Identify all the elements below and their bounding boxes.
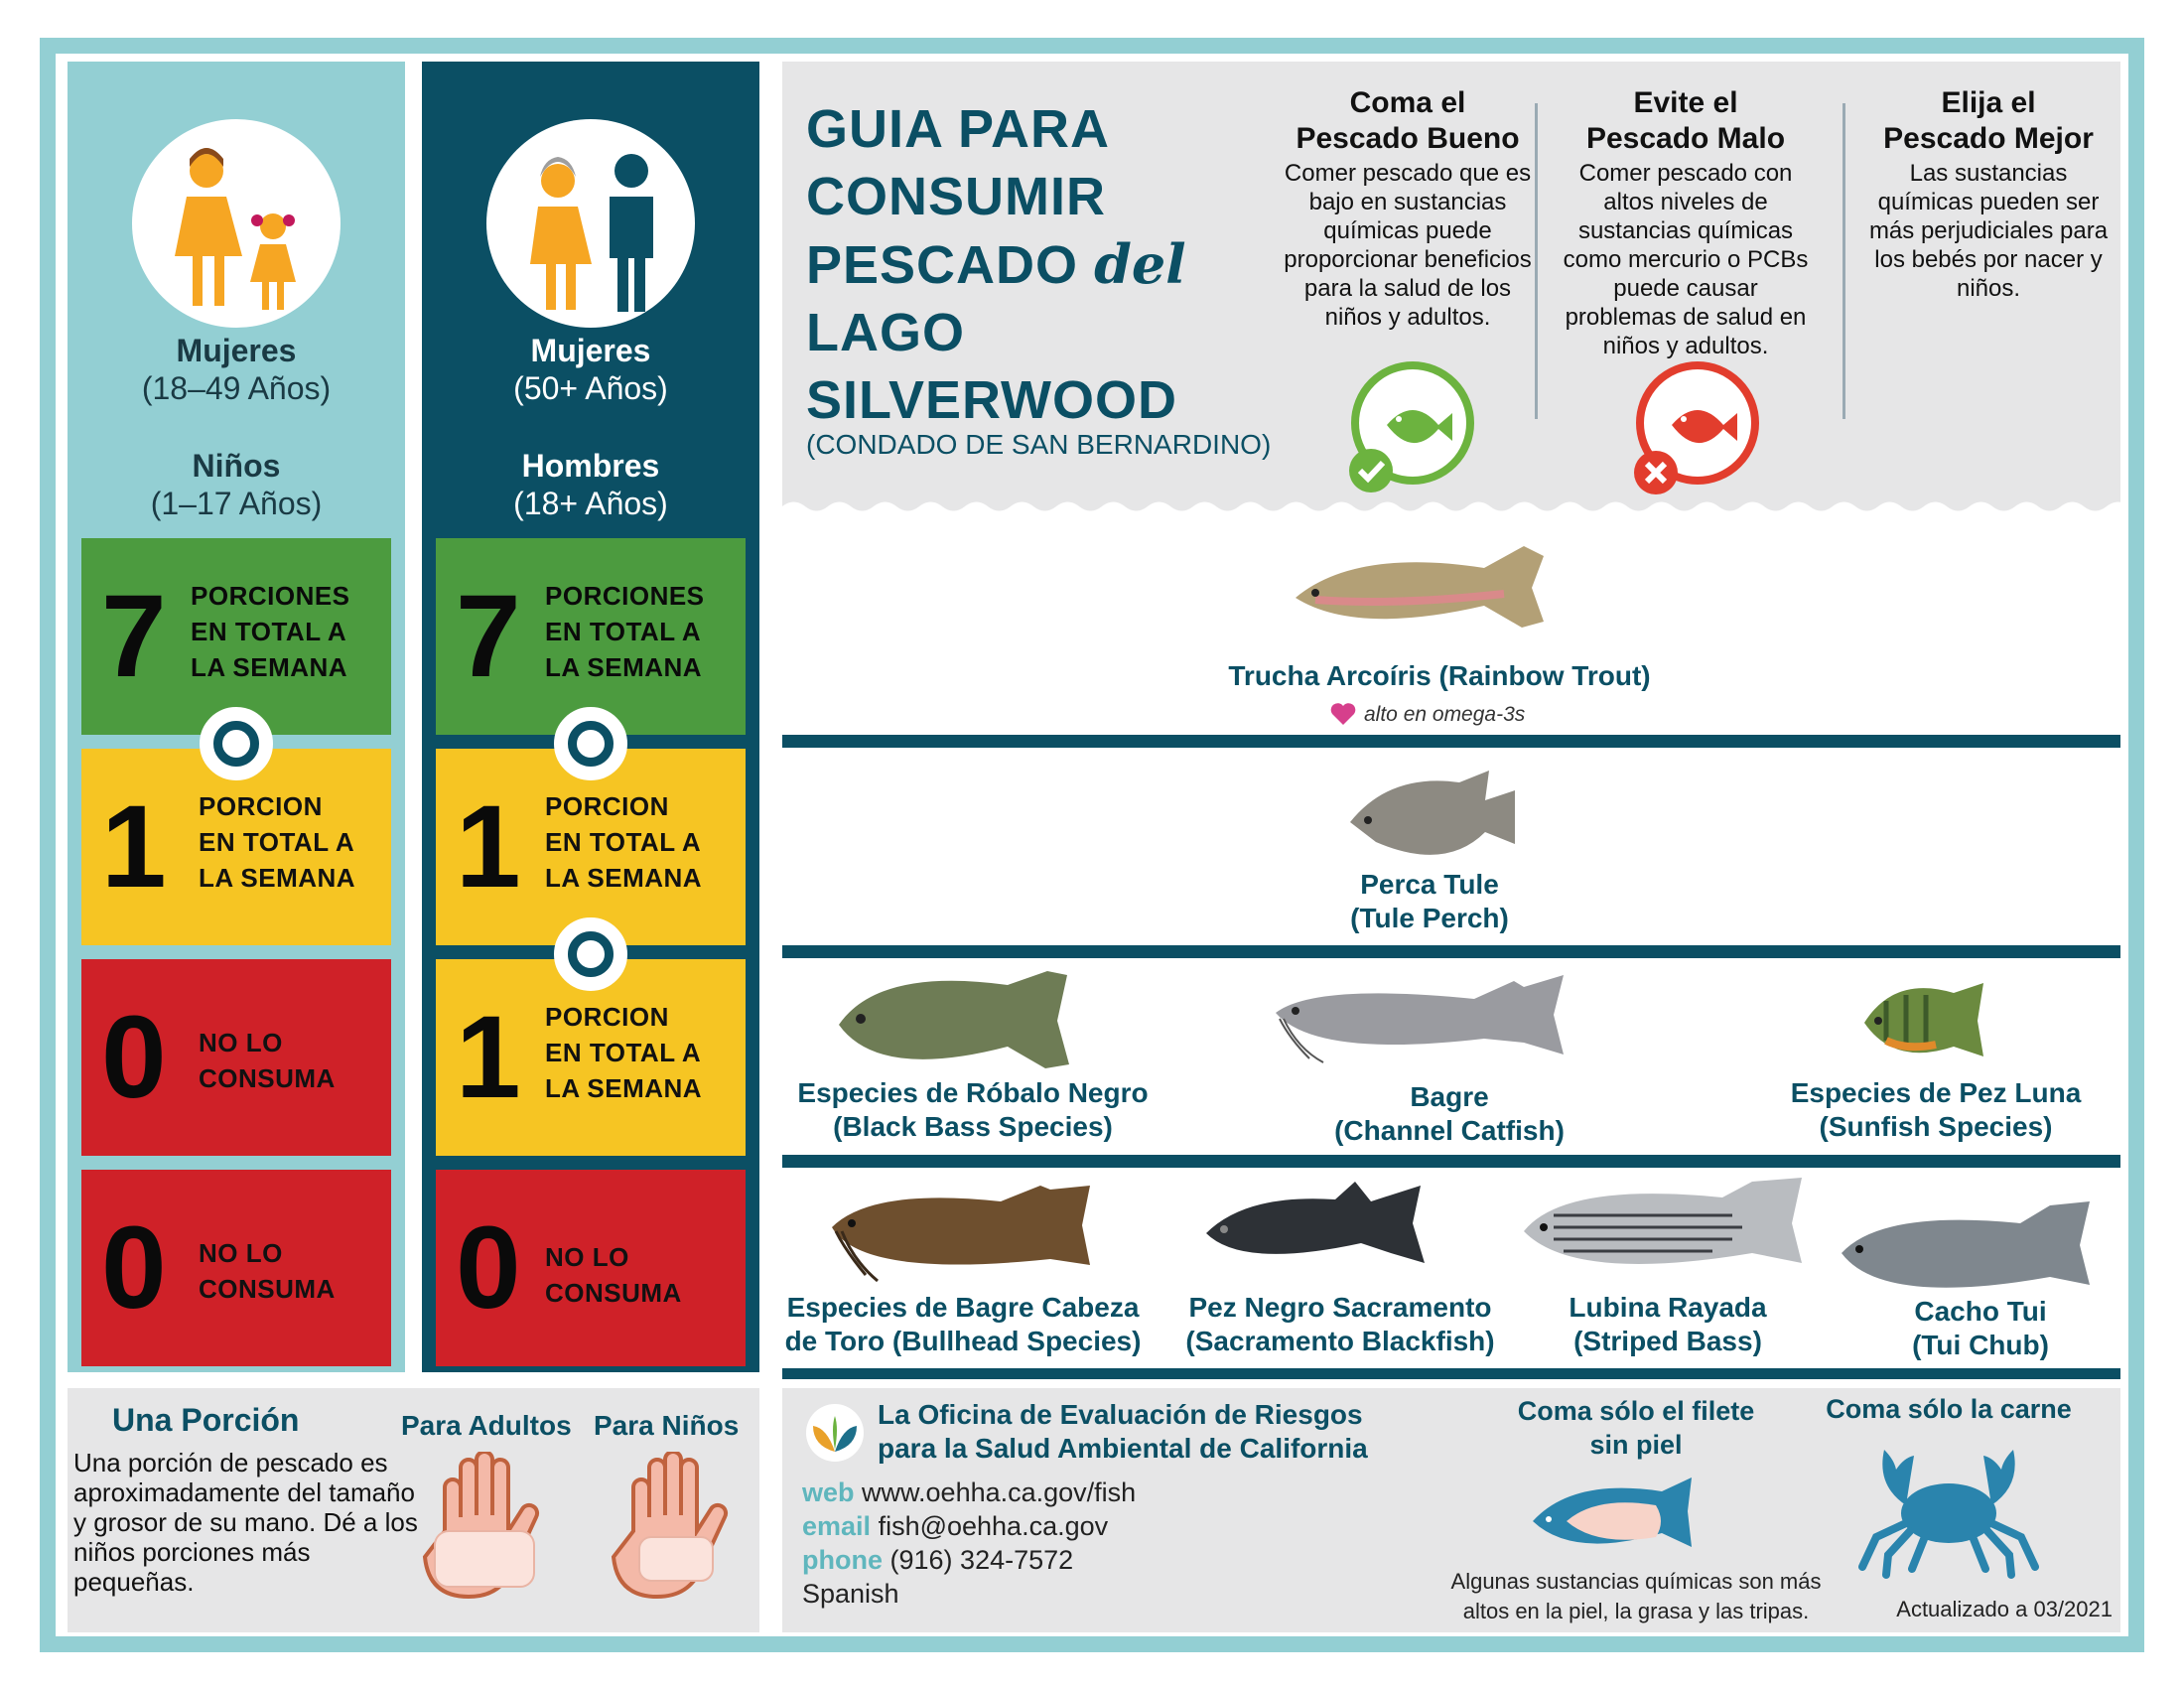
bullhead-fish-icon bbox=[822, 1172, 1110, 1291]
group-b-advice-box-1 bbox=[436, 538, 746, 735]
sacramento-blackfish-fish-icon bbox=[1196, 1174, 1464, 1283]
group-a-age-2: (1–17 Años) bbox=[150, 486, 323, 521]
group-b-age-1: (50+ Años) bbox=[513, 370, 668, 406]
woman-child-avatar bbox=[132, 119, 341, 328]
woman-man-avatar bbox=[486, 119, 695, 328]
divider bbox=[1843, 103, 1845, 419]
row-divider bbox=[782, 945, 2120, 958]
web-link[interactable]: web www.oehha.ca.gov/fish bbox=[802, 1477, 1137, 1507]
advice-bad-fish: Evite el Pescado Malo Comer pescado con altos niveles de sustancias químicas como mercurio o PCBs puede causar problemas de salud en niños y adultos. bbox=[1563, 86, 1809, 359]
serving-size-panel bbox=[68, 1388, 759, 1632]
servings-number: 0 bbox=[101, 992, 167, 1123]
group-b-label-1 bbox=[422, 332, 759, 407]
serving-heading: Una Porción bbox=[112, 1402, 300, 1438]
group-b-age-2: (18+ Años) bbox=[513, 486, 668, 521]
or-connector-icon bbox=[200, 707, 273, 780]
oehha-logo-icon bbox=[804, 1402, 866, 1464]
serving-description: Una porción de pescado es aproximadamente del tamaño y grosor de su mano. Dé a los niños porciones más pequeñas. bbox=[73, 1448, 418, 1597]
email-link[interactable]: email fish@oehha.ca.gov bbox=[802, 1511, 1109, 1541]
bad-fish-x-icon bbox=[1628, 361, 1767, 500]
adults-label: Para Adultos bbox=[401, 1410, 572, 1441]
servings-text: PORCION EN TOTAL A LA SEMANA bbox=[199, 791, 356, 893]
group-b-advice-box-4 bbox=[436, 1170, 746, 1366]
servings-number: 0 bbox=[101, 1202, 167, 1334]
language-label: Spanish bbox=[802, 1579, 899, 1609]
group-a-advice-box-1 bbox=[81, 538, 391, 735]
fish-label-sunfish: Especies de Pez Luna (Sunfish Species) bbox=[1790, 1077, 2082, 1142]
servings-text: NO LO CONSUMA bbox=[199, 1238, 336, 1304]
servings-text: PORCIONES EN TOTAL A LA SEMANA bbox=[191, 581, 350, 682]
omega-note: alto en omega-3s bbox=[1364, 703, 1526, 726]
contact-panel bbox=[782, 1388, 2120, 1632]
crab-meat-label: Coma sólo la carne bbox=[1826, 1394, 2072, 1424]
fish-label-black-bass: Especies de Róbalo Negro (Black Bass Species) bbox=[797, 1077, 1149, 1142]
group-b-title-1: Mujeres bbox=[530, 333, 651, 368]
woman-child-icon bbox=[132, 119, 341, 328]
servings-text: PORCION EN TOTAL A LA SEMANA bbox=[545, 791, 703, 893]
servings-number: 1 bbox=[456, 992, 521, 1123]
tui-chub-fish-icon bbox=[1832, 1199, 2110, 1299]
row-divider bbox=[782, 1368, 2120, 1379]
servings-text: PORCIONES EN TOTAL A LA SEMANA bbox=[545, 581, 705, 682]
organization-name: La Oficina de Evaluación de Riesgos para la Salud Ambiental de California bbox=[878, 1399, 1368, 1464]
striped-bass-fish-icon bbox=[1514, 1172, 1822, 1281]
row-divider bbox=[782, 735, 2120, 748]
servings-number: 7 bbox=[456, 571, 521, 702]
or-connector-icon bbox=[554, 707, 627, 780]
group-a-advice-box-3 bbox=[81, 959, 391, 1156]
phone-link[interactable]: phone (916) 324-7572 bbox=[802, 1545, 1074, 1575]
skin-fat-note: Algunas sustancias químicas son más altos en la piel, la grasa y las tripas. bbox=[1450, 1569, 1822, 1623]
black-bass-fish-icon bbox=[829, 963, 1117, 1072]
group-a-advice-box-4 bbox=[81, 1170, 391, 1366]
servings-number: 1 bbox=[456, 781, 521, 913]
fish-label-tule-perch: Perca Tule (Tule Perch) bbox=[1350, 869, 1509, 933]
group-a-label-2 bbox=[68, 447, 405, 522]
group-a-title-2: Niños bbox=[192, 448, 281, 484]
fish-label-rainbow-trout: Trucha Arcoíris (Rainbow Trout) bbox=[1228, 660, 1651, 691]
fish-label-channel-catfish: Bagre (Channel Catfish) bbox=[1334, 1081, 1565, 1146]
advice-best-fish: Elija el Pescado Mejor Las sustancias químicas pueden ser más perjudiciales para los bebés por nacer y niños. bbox=[1868, 86, 2109, 302]
kids-label: Para Niños bbox=[594, 1410, 740, 1441]
woman-man-icon bbox=[486, 119, 695, 328]
group-b-title-2: Hombres bbox=[521, 448, 660, 484]
skinless-fillet-label: Coma sólo el filete sin piel bbox=[1517, 1396, 1755, 1460]
channel-catfish-fish-icon bbox=[1266, 963, 1623, 1072]
fish-label-striped-bass: Lubina Rayada (Striped Bass) bbox=[1569, 1292, 1767, 1356]
group-women-men-column bbox=[422, 62, 759, 1372]
group-a-title-1: Mujeres bbox=[176, 333, 297, 368]
servings-text: NO LO CONSUMA bbox=[199, 1028, 336, 1093]
servings-number: 7 bbox=[101, 571, 167, 702]
tule-perch-fish-icon bbox=[1340, 763, 1529, 872]
fish-fillet-icon bbox=[1527, 1476, 1745, 1565]
advice-good-fish: Coma el Pescado Bueno Comer pescado que es bajo en sustancias químicas puede proporcionar beneficios para la salud de los niños y adultos. bbox=[1284, 86, 1532, 331]
group-a-age-1: (18–49 Años) bbox=[141, 370, 332, 406]
servings-number: 1 bbox=[101, 781, 167, 913]
wave-divider bbox=[782, 492, 2120, 522]
group-women-children-column bbox=[68, 62, 405, 1372]
divider bbox=[1535, 103, 1538, 419]
fish-label-tui-chub: Cacho Tui (Tui Chub) bbox=[1912, 1296, 2049, 1360]
county-label: (CONDADO DE SAN BERNARDINO) bbox=[806, 429, 1272, 460]
group-a-label-1 bbox=[68, 332, 405, 407]
updated-date: Actualizado a 03/2021 bbox=[1896, 1597, 2113, 1621]
group-b-label-2 bbox=[422, 447, 759, 522]
crab-icon bbox=[1854, 1432, 2043, 1581]
servings-number: 0 bbox=[456, 1202, 521, 1334]
child-hand-icon bbox=[604, 1452, 752, 1620]
servings-text: NO LO CONSUMA bbox=[545, 1242, 682, 1308]
adult-hand-icon bbox=[415, 1452, 564, 1620]
fish-label-sacramento-blackfish: Pez Negro Sacramento (Sacramento Blackfish) bbox=[1185, 1292, 1495, 1356]
or-connector-icon bbox=[554, 917, 627, 991]
good-fish-check-icon bbox=[1343, 361, 1482, 500]
header-panel bbox=[782, 62, 2120, 520]
fish-label-bullhead: Especies de Bagre Cabeza de Toro (Bullhead Species) bbox=[784, 1292, 1142, 1356]
servings-text: PORCION EN TOTAL A LA SEMANA bbox=[545, 1002, 703, 1103]
rainbow-trout-fish-icon bbox=[1286, 538, 1593, 637]
sunfish-fish-icon bbox=[1856, 971, 1995, 1070]
heart-icon bbox=[1329, 701, 1357, 727]
page-title: GUIA PARA CONSUMIR PESCADO del LAGO SILVERWOOD bbox=[806, 99, 1186, 430]
row-divider bbox=[782, 1155, 2120, 1168]
